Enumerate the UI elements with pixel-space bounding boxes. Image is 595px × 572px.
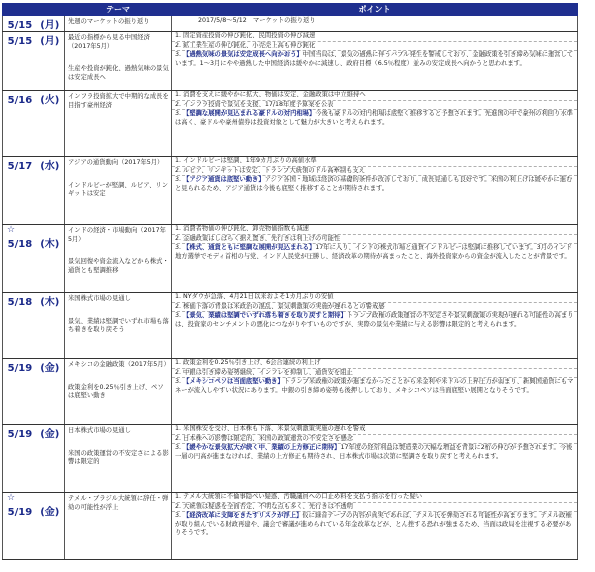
point-item xyxy=(172,425,577,435)
point-text: NYダウが急落、4月21日以来およそ1カ月ぶりの安値 xyxy=(183,293,334,300)
point-item xyxy=(172,51,577,68)
point-item xyxy=(172,503,577,513)
row-points-cell xyxy=(172,293,578,359)
point-text: トランプ政権の政策運営の不安定さや景気刺激策の実現が遅れる可能性の高まりは、投資家のセンチメントの悪化につながりやすいものですが、実際の景気や業績に与える影響は限定的と考えられます。 xyxy=(175,312,574,328)
point-item xyxy=(172,32,577,42)
point-text: アジア各国・地域は経済の基礎的条件が改善しており、成長見通しも良好です。米国の利上げは緩やかに進むと見られるため、アジア通貨は今後も底堅く推移することが期待されます。 xyxy=(175,176,573,192)
row-theme-cell xyxy=(65,425,172,493)
row-theme-title: インドの経済・市場動向（2017年5月） xyxy=(68,227,166,243)
point-item xyxy=(172,244,577,261)
row-theme-title: インフラ投資拡大で中期的な成長を目指す豪州経済 xyxy=(68,93,169,109)
row-date-cell xyxy=(3,425,65,493)
point-number: 2. xyxy=(175,100,182,108)
row-date: 5/19 xyxy=(7,507,33,518)
point-text: テメル大統領に不倫事隠ぺい疑惑、汚職議員への口止め料を支払う指示を行った疑い xyxy=(183,493,423,500)
row-theme-cell xyxy=(65,157,172,225)
point-number: 2. xyxy=(175,434,182,442)
row-points-cell xyxy=(172,16,578,32)
point-item xyxy=(172,493,577,503)
point-number: 1. xyxy=(175,359,182,366)
point-item xyxy=(172,303,577,313)
row-weekday: (水) xyxy=(40,161,60,172)
row-points-cell xyxy=(172,157,578,225)
row-date-cell xyxy=(3,225,65,293)
row-theme-cell xyxy=(65,293,172,359)
point-item xyxy=(172,101,577,111)
point-number: 3. xyxy=(175,244,182,252)
point-number: 3. xyxy=(175,378,182,386)
point-number: 1. xyxy=(175,91,182,98)
star-icon: ☆ xyxy=(7,225,16,235)
row-date-cell xyxy=(3,157,65,225)
row-theme-title: 先週のマーケットの振り返り xyxy=(68,18,150,25)
point-text: 鉱工業生産の伸び鈍化、小売売上高も伸び鈍化 xyxy=(183,41,316,49)
table-row xyxy=(3,293,578,359)
point-text: インドルピーは堅調、1年9カ月ぶりの高値水準 xyxy=(183,157,317,164)
point-text: 金融政策はしばらく据え置き、先行きは利上げの可能性 xyxy=(183,234,341,242)
schedule-table xyxy=(2,3,578,560)
table-row xyxy=(3,425,578,493)
point-item xyxy=(172,167,577,177)
point-number: 1. xyxy=(175,157,182,164)
point-item xyxy=(172,435,577,445)
row-theme-cell xyxy=(65,16,172,32)
row-points-cell xyxy=(172,493,578,560)
row-theme-subtitle: インドルピーが堅調、ルピア、リンギットは安定 xyxy=(68,181,168,198)
row-date: 5/15 xyxy=(7,20,33,31)
point-item xyxy=(172,110,577,127)
points-column-header: ポイント xyxy=(172,4,578,16)
point-text: 仮に録音テープの内容が真実であれば、テメル氏を弾劾される可能性が高まります。テメル政権が取り組んでいる財政再建や、議会で審議が進められている年金改革などが、とん挫する恐れが強まるため、当面は政局を注視する必要がありそうです。 xyxy=(175,512,572,537)
point-highlight: 【堅調な展開が見込まれる豪ドルの対円相場】 xyxy=(183,110,316,118)
row-date-cell xyxy=(3,91,65,157)
point-text: 米国株安を受け、日本株も下落、米景気刺激策実施の遅れを警戒 xyxy=(183,425,366,432)
point-item xyxy=(172,359,577,369)
point-number: 2. xyxy=(175,302,182,310)
row-weekday: (火) xyxy=(40,95,60,106)
row-theme-title: 日本株式市場の見通し xyxy=(68,427,131,434)
row-theme-subtitle: 景気回復や資金流入などから株式・通貨とも堅調推移 xyxy=(68,258,169,274)
point-number: 2. xyxy=(175,368,182,376)
row-date: 5/18 xyxy=(7,297,33,308)
table-row xyxy=(3,157,578,225)
row-date-cell xyxy=(3,359,65,425)
point-text: トランプ米政権の政策が進まなかったことから米金利や米ドルの上昇圧力が弱まり、新興国通貨にもマネーが流入しやすい状況にあります。中銀の引き締め姿勢も後押ししており、メキシコペソは当面底堅い展開となりそうです。 xyxy=(175,378,574,394)
row-weekday: (木) xyxy=(40,297,60,308)
row-weekday: (金) xyxy=(40,363,60,374)
point-number: 2. xyxy=(175,234,182,242)
row-date: 5/19 xyxy=(7,363,33,374)
row-theme-subtitle: 政策金利を0.25％引き上げ、ペソは底堅い動き xyxy=(68,383,164,400)
row-points-cell xyxy=(172,225,578,293)
star-icon: ☆ xyxy=(7,493,16,503)
point-number: 2. xyxy=(175,41,182,49)
row-points-cell xyxy=(172,32,578,91)
point-item xyxy=(172,91,577,101)
row-theme-title: メキシコの金融政策（2017年5月） xyxy=(68,361,170,368)
point-text: 消費者物価の伸び鈍化、卸売物価指数も減速 xyxy=(183,225,309,232)
point-text: 17年に入り、インドの株式市場と通貨インドルピーは堅調に推移しています。3月のインド地方選挙でモディ首相の与党、インド人民党が圧勝し、経済改革の期待が高まったこと、海外投資家からの資金が流入したことが背景です。 xyxy=(175,244,573,260)
points-summary: 2017/5/8～5/12 マーケットの振り返り xyxy=(198,17,316,24)
table-row xyxy=(3,16,578,32)
point-text: 株価下落の背景は米政治の混乱、景気刺激策の実施が遅れるとの警戒感 xyxy=(183,302,385,310)
point-number: 3. xyxy=(175,176,182,184)
point-number: 3. xyxy=(175,512,182,520)
point-text: 17年度の経常利益は製造業の大幅な増益を背景に2桁の伸びが予想されます。今後一層の円高が進まなければ、業績の上方修正も期待され、日本株式市場は次第に堅調さを取り戻すと考えられます。 xyxy=(175,444,573,460)
point-item xyxy=(172,378,577,395)
row-date-cell xyxy=(3,32,65,91)
point-number: 1. xyxy=(175,32,182,39)
point-text: インフラ投資で景気を支援、17/18年度予算案を公表 xyxy=(183,100,334,108)
row-weekday: (金) xyxy=(40,429,60,440)
point-text: 日本株への影響は限定的、米国の政策運営の不安定さを懸念 xyxy=(183,434,354,442)
point-number: 1. xyxy=(175,293,182,300)
point-text: 政策金利を0.25％引き上げ、6会合連続の利上げ xyxy=(183,359,321,366)
table-header-row xyxy=(3,4,578,16)
table-row xyxy=(3,225,578,293)
point-highlight: 【アジア通貨は底堅い動き】 xyxy=(183,176,265,184)
row-date: 5/19 xyxy=(7,429,33,440)
point-item xyxy=(172,176,577,193)
point-item xyxy=(172,444,577,461)
point-item xyxy=(172,293,577,303)
point-item xyxy=(172,512,577,538)
point-number: 2. xyxy=(175,166,182,174)
point-text: 大統領は疑惑を全面否定、不明な点も多く、先行きは不透明 xyxy=(183,502,353,510)
point-item xyxy=(172,312,577,329)
point-item xyxy=(172,157,577,167)
point-number: 3. xyxy=(175,110,182,118)
point-highlight: 【緩やかな景気拡大が続く中、業績の上方修正に期待】 xyxy=(183,444,341,452)
row-date-cell xyxy=(3,293,65,359)
row-date: 5/18 xyxy=(7,239,33,250)
table-row xyxy=(3,32,578,91)
row-points-cell xyxy=(172,91,578,157)
point-item xyxy=(172,42,577,52)
row-theme-subtitle: 米国の政策運営の不安定さによる影響は限定的 xyxy=(68,449,169,466)
point-number: 3. xyxy=(175,312,182,320)
point-number: 1. xyxy=(175,225,182,232)
theme-column-header: テーマ xyxy=(65,4,172,16)
point-text: 消費を支えに緩やかに拡大、物価は安定、金融政策は中立維持へ xyxy=(183,91,366,98)
table-row xyxy=(3,493,578,560)
row-theme-cell xyxy=(65,91,172,157)
row-points-cell xyxy=(172,425,578,493)
table-row xyxy=(3,359,578,425)
point-highlight: 【メキシコペソは当面底堅い動き】 xyxy=(183,378,284,386)
point-number: 1. xyxy=(175,425,182,432)
point-number: 3. xyxy=(175,444,182,452)
point-highlight: 【景気、業績は堅調でいずれ落ち着きを取り戻すと期待】 xyxy=(183,312,347,320)
row-date: 5/15 xyxy=(7,36,33,47)
row-date-cell xyxy=(3,493,65,560)
row-theme-cell xyxy=(65,359,172,425)
point-text: 中銀は引き締め姿勢継続、インフレを抑制し、通貨安を阻止 xyxy=(183,368,353,376)
point-highlight: 【株式、通貨ともに堅調な展開が見込まれる】 xyxy=(183,244,316,252)
point-highlight: 【過熱気味の景気は安定成長へ向かおう】 xyxy=(183,51,303,59)
point-number: 2. xyxy=(175,502,182,510)
row-theme-title: 米国株式市場の見通し xyxy=(68,295,131,302)
row-weekday: (木) xyxy=(40,239,60,250)
point-text: ルピア、リンギットは安定、トランプ大統領のドル高牽制も支え xyxy=(183,166,366,174)
point-number: 3. xyxy=(175,51,182,59)
row-theme-title: テメル・ブラジル大統領に辞任・弾劾の可能性が浮上 xyxy=(68,495,169,511)
date-column-header xyxy=(3,4,65,16)
point-highlight: 【経済改革に支障をきたすリスクが浮上】 xyxy=(183,512,303,520)
point-text: 中国当局は、景気の過熱に伴うバブル発生を警戒しており、金融政策を引き締め気味に運営しています。1～3月にやや過熱した中国経済は緩やかに減速し、政府目標（6.5％程度）並みの安定成長へ向かうと思われます。 xyxy=(175,51,574,67)
row-theme-cell xyxy=(65,225,172,293)
row-weekday: (月) xyxy=(40,20,60,31)
row-weekday: (金) xyxy=(40,507,60,518)
row-points-cell xyxy=(172,359,578,425)
row-theme-cell xyxy=(65,493,172,560)
point-number: 1. xyxy=(175,493,182,500)
row-theme-subtitle: 景気、業績は堅調でいずれ市場も落ち着きを取り戻そう xyxy=(68,317,169,334)
row-theme-subtitle: 生産や投資が鈍化、過熱気味の景気は安定成長へ xyxy=(68,65,169,81)
point-item xyxy=(172,235,577,245)
point-text: 今後も豪ドルの対円相場は底堅く推移すると予想されます。先進国の中で豪州の利回り水準は高く、豪ドルや豪州債券は投資対象として魅力が大きいと考えられます。 xyxy=(175,110,573,126)
row-theme-cell xyxy=(65,32,172,91)
point-item xyxy=(172,225,577,235)
row-weekday: (月) xyxy=(40,36,60,47)
point-item xyxy=(172,369,577,379)
row-date: 5/16 xyxy=(7,95,33,106)
row-date-cell xyxy=(3,16,65,32)
row-date: 5/17 xyxy=(7,161,33,172)
row-theme-title: 最近の指標から見る中国経済（2017年5月） xyxy=(68,34,150,50)
point-text: 固定資産投資の伸び鈍化、民間投資の伸び減速 xyxy=(183,32,316,39)
row-theme-title: アジアの通貨動向（2017年5月） xyxy=(68,159,164,166)
table-row xyxy=(3,91,578,157)
